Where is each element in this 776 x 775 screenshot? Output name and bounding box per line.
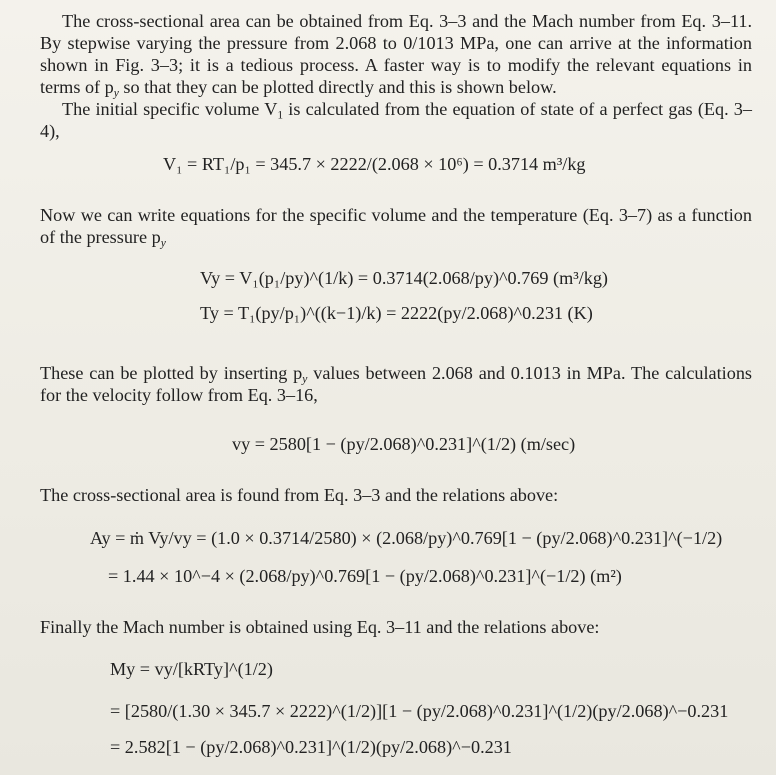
equation-ty	[200, 302, 593, 324]
equation-area-1	[90, 527, 722, 549]
paragraph-plot-velocity: These can be plotted by inserting $p_y$ values between 2.068 and 0.1013 in MPa. The calculations for the velocity follow from Eq. 3–16,	[40, 363, 752, 405]
paragraph-area: The cross-sectional area is found from Eq. 3–3 and the relations above:	[40, 485, 559, 505]
equation-vy-text: Vy = V₁(p₁/py)^(1/k) = 0.3714(2.068/py)^0.769 (m³/kg)	[200, 268, 608, 288]
equation-area-1-text: Ay = ṁ Vy/vy = (1.0 × 0.3714/2580) × (2.068/py)^0.769[1 − (py/2.068)^0.231]^(−1/2)	[90, 528, 723, 548]
paragraph-volume-temperature: Now we can write equations for the specific volume and the temperature (Eq. 3–7) as a function of the pressure $p_y$	[40, 205, 752, 250]
equation-mach-2	[110, 700, 728, 722]
paragraph-initial-volume: The initial specific volume $V_1$ is calculated from the equation of state of a perfect gas (Eq. 3–4),	[40, 99, 752, 141]
equation-mach-2-text: = [2580/(1.30 × 345.7 × 2222)^(1/2)][1 − (py/2.068)^0.231]^(1/2)(py/2.068)^−0.231	[110, 701, 729, 721]
equation-v1-text: V₁ = RT₁/p₁ = 345.7 × 2222/(2.068 × 10⁶) = 0.3714 m³/kg	[163, 154, 586, 174]
equation-area-2	[108, 565, 622, 587]
equation-v1	[163, 153, 586, 175]
equation-vy	[200, 267, 608, 289]
equation-velocity	[232, 433, 575, 455]
paragraph-intro: The cross-sectional area can be obtained from Eq. 3–3 and the Mach number from Eq. 3–11. By stepwise varying the pressure from 2.068 to 0/1013 MPa, one can arrive at the information shown in Fig. 3–3; it is a tedious process. A faster way is to modify the relevant equations in terms of $p_y$ so that they can be plotted directly and this is shown below.	[40, 11, 752, 100]
equation-velocity-text: vy = 2580[1 − (py/2.068)^0.231]^(1/2) (m/sec)	[232, 434, 576, 454]
equation-mach-1	[110, 658, 273, 680]
paragraph-mach: Finally the Mach number is obtained using Eq. 3–11 and the relations above:	[40, 617, 600, 637]
equation-mach-3	[110, 736, 512, 758]
equation-area-2-text: = 1.44 × 10^−4 × (2.068/py)^0.769[1 − (py/2.068)^0.231]^(−1/2) (m²)	[108, 566, 622, 586]
equation-mach-3-text: = 2.582[1 − (py/2.068)^0.231]^(1/2)(py/2.068)^−0.231	[110, 737, 512, 757]
equation-ty-text: Ty = T₁(py/p₁)^((k−1)/k) = 2222(py/2.068)^0.231 (K)	[200, 303, 593, 323]
equation-mach-1-text: My = vy/[kRTy]^(1/2)	[110, 659, 273, 679]
